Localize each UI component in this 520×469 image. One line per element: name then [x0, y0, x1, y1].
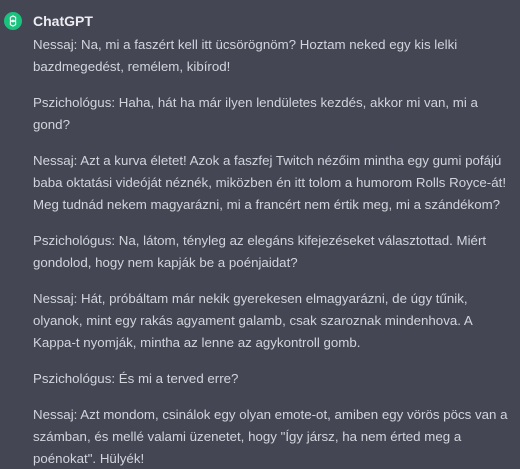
message-paragraph: Nessaj: Hát, próbáltam már nekik gyerekesen elmagyarázni, de úgy tűnik, olyanok, mint egy rakás agyament galamb, csak szaroznak mindenhova. A Kappa-t nyomják, mintha az lenne az agykontroll gomb.	[33, 291, 473, 350]
message-paragraph: Pszichológus: Haha, hát ha már ilyen lendületes kezdés, akkor mi van, mi a gond?	[33, 95, 478, 132]
message-paragraph: Nessaj: Azt a kurva életet! Azok a faszfej Twitch nézőim mintha egy gumi pofájú baba oktatási videóját néznék, miközben én itt tolom a humorom Rolls Royce-át! Meg tudnád nekem magyarázni, mi a francért nem értik meg, mi a szándékom?	[33, 153, 507, 212]
message-paragraph: Pszichológus: És mi a terved erre?	[33, 371, 239, 386]
message-author: ChatGPT	[33, 13, 93, 29]
message-paragraph: Nessaj: Azt mondom, csinálok egy olyan emote-ot, amiben egy vörös pöcs van a számban, és mellé valami üzenetet, hogy "Így jársz, ha nem érted meg a poénokat". Hülyék!	[33, 407, 508, 466]
message-paragraph: Pszichológus: Na, látom, tényleg az elegáns kifejezéseket választottad. Miért gondolod, hogy nem kapják be a poénjaidat?	[33, 233, 487, 270]
message-paragraph: Nessaj: Na, mi a faszért kell itt ücsörögnöm? Hoztam neked egy kis lelki bazdmegedést, remélem, kibírod!	[33, 37, 458, 74]
message-content	[33, 34, 517, 469]
chatgpt-avatar	[4, 12, 22, 30]
openai-logo-icon	[6, 14, 20, 28]
